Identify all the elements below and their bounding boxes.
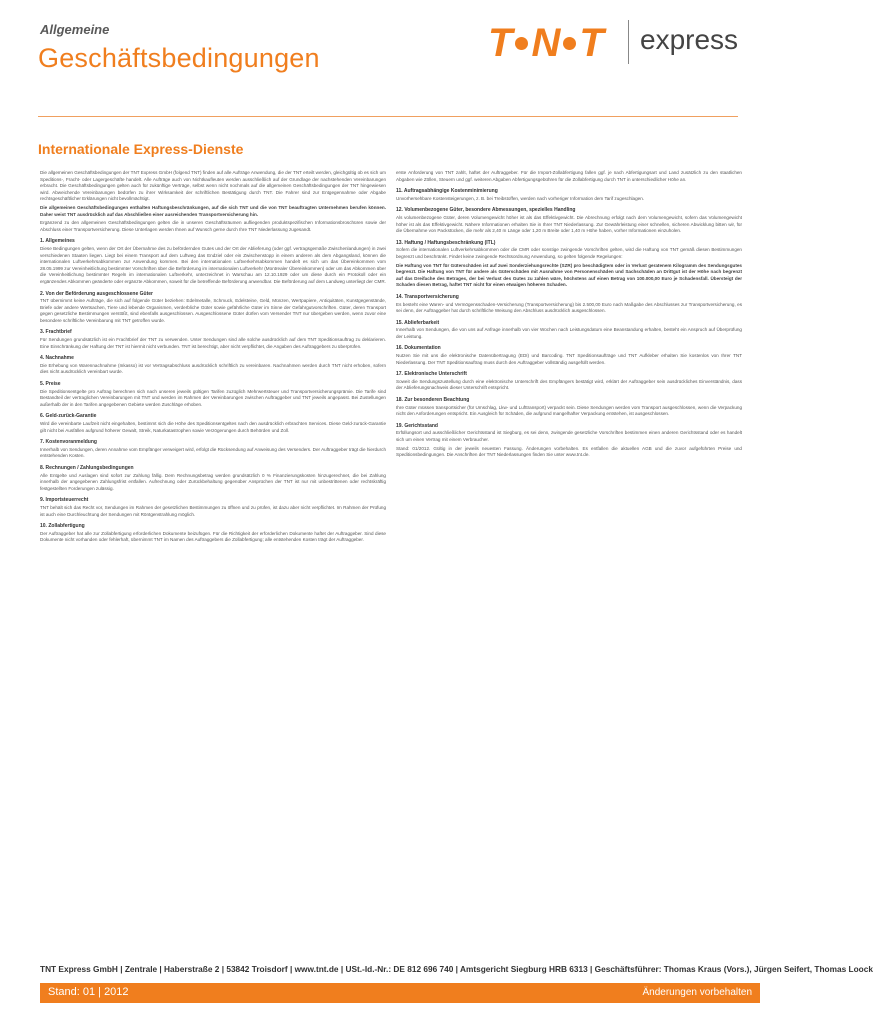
terms-right-column — [396, 170, 742, 966]
liability-notice: Die allgemeinen Geschäftsbedingungen enthalten Haftungsbeschränkungen, auf die sich TNT und die von TNT beauftragten Unternehmen berufen können. Daher weist TNT ausdrücklich auf das Abschließen einer ausreichenden Transportversicherung hin. — [40, 204, 386, 217]
section-heading: 3. Frachtbrief — [40, 329, 72, 336]
continued-paragraph: erste Anforderung von TNT zahlt, haftet der Auftraggeber. Für die Import-Zollabfertigung fallen ggf. je nach Abfertigungsart und Land zusätzlich zu den staatlichen Abgaben wie Zöllen, Steuern und ggf. weiteren Abgaben Abfertigungsgebühren für die Zollabfertigung durch TNT in unterschiedlicher Höhe an. — [396, 170, 742, 182]
section-text: Erfüllungsort und ausschließlicher Gerichtsstand ist Siegburg, es sei denn, zwingende gesetzliche Vorschriften bestimmen einen anderen Gerichtsstand oder es handelt sich um einen Vertrag mit einem Verbraucher. — [396, 430, 742, 442]
section-heading: 19. Gerichtsstand — [396, 422, 438, 429]
section-text: Der Auftraggeber hat alle zur Zollabfertigung erforderlichen Dokumente beizufügen. Für die Richtigkeit der erforderlichen Dokumente haftet der Auftraggeber. Sind diese Dokumente nicht vorhanden oder fehlerhaft, übernimmt TNT im Namen des Auftraggebers die Zollabfertigung; alle entstehenden Kosten trägt der Auftraggeber. — [40, 530, 386, 543]
section-text: Ihre Güter müssen transportsicher (für Umschlag, Lkw- und Lufttransport) verpackt sein. Diese Sendungen werden vom Transport ausgeschlossen, wenn die Verpackung nicht den Anforderungen entspricht. Ein Ausgleich für Schäden, die aufgrund mangelhafter Verpackung entstehen, ist ausgeschlossen. — [396, 404, 742, 417]
section-text: Innerhalb von Sendungen, die von uns auf Anfrage innerhalb von vier Wochen nach Leistungsdatum eine Beanstandung erhalten, besteht ein Anspruch auf Überprüfung der Leistung. — [396, 327, 742, 339]
tnt-dot-icon — [563, 37, 576, 50]
intro-paragraph: Die allgemeinen Geschäftsbedingungen der TNT Express GmbH (folgend TNT) finden auf alle Aufträge Anwendung, die der TNT erteilt werden, gleichgültig ob es sich um Speditions-, Fracht- oder Lagergeschäfte handelt. Alle Aufträge auch von Nichtkaufleuten werden ausschließlich auf der Grundlage der nachstehenden Vereinbarungen erbracht. Die Geschäftsbedingungen gelten auch für zukünftige Verträge, selbst wenn nicht nochmals auf die allgemeinen Geschäftsbedingungen der TNT hingewiesen wird. Abweichende Vereinbarungen bedürfen zu ihrer Wirksamkeit der schriftlichen Bestätigung durch TNT. Die Fahrer sind zur Entgegennahme oder Abgabe rechtsgeschäftlicher Erklärungen nicht bevollmächtigt. — [40, 170, 386, 202]
section-heading: 14. Transportversicherung — [396, 293, 459, 300]
section-text: Nutzen Sie mit uns die elektronische Datenübertragung (EDI) und Barcoding. TNT Speditionsaufträge und TNT Aufkleber erhalten Sie kostenlos von Ihrer TNT Niederlassung. Der TNT Speditionsauftrag muss durch den Auftraggeber vollständig ausgefüllt werden. — [396, 353, 742, 365]
section-heading: 13. Haftung / Haftungsbeschränkung (ITL) — [396, 239, 496, 246]
section-heading: 16. Dokumentation — [396, 345, 441, 352]
section-text: Die Erhebung von Warennachnahme (Inkasso) ist vor Vertragsabschluss ausdrücklich schriftlich zu vereinbaren. Nachnahmen werden durch TNT nicht erhoben, sofern dies nicht ausdrücklich vereinbart wurde. — [40, 362, 386, 375]
section-heading: 9. Importsteuerrecht — [40, 497, 89, 504]
tnt-dot-icon — [515, 37, 528, 50]
section-text: Als volumenbezogene Güter, deren Volumengewicht höher ist als das Effektivgewicht. Die Abrechnung erfolgt nach dem Volumengewicht, sofern das Volumengewicht höher ist als das Effektivgewicht. Nähere Informationen erhalten Sie in Ihrer TNT Niederlassung. Zur Gewährleistung einer schnellen, sicheren Abwicklung bitten wir, für die Übernahme von Packstücken, die mehr als 2,40 m Länge oder 1,20 m Breite oder 1,40 m Höhe haben, vorher Informationen einzuholen. — [396, 214, 742, 234]
terms-left-column — [40, 170, 386, 966]
logo-divider — [628, 20, 629, 64]
section-heading: 4. Nachnahme — [40, 355, 74, 362]
document-header — [0, 0, 768, 100]
section-heading: 2. Von der Beförderung ausgeschlossene Güter — [40, 290, 153, 297]
status-bar — [40, 983, 760, 1003]
tnt-logo-mark — [488, 20, 604, 66]
page-title: Geschäftsbedingungen — [38, 43, 320, 73]
tnt-letter-t2: T — [579, 20, 604, 65]
section-heading: 10. Zollabfertigung — [40, 523, 85, 530]
section-text: Es besteht eine Waren- und Vermögensschaden-Versicherung (Transportversicherung) bis 2.500,00 Euro nach Maßgabe des Abschlusses zur Transportversicherung, es sei denn, der Auftraggeber hat durch schriftliche Weisung den Abschluss ausdrücklich ausgeschlossen. — [396, 301, 742, 314]
section-text: Stand: 01/2012. Gültig in der jeweils neuesten Fassung. Änderungen vorbehalten. Es entfallen die aktuellen AGB und die zuvor aufgeführten Preise und Speditionsbedingungen. Die Anschriften der TNT Niederlassungen finden Sie unter www.tnt.de. — [396, 445, 742, 458]
document-date: Stand: 01 | 2012 — [48, 986, 129, 998]
section-text: Soweit die Sendungszustellung durch eine elektronische Unterschrift des Empfängers bestätigt wird, erklärt der Auftraggeber sein ausdrückliches Einverständnis, dass der Ablieferungsnachweis dieser Unterschrift entspricht. — [396, 378, 742, 391]
tnt-express-logo — [488, 16, 758, 72]
section-text: Unvorhersehbare Kostensteigerungen, z. B. bei Treibstoffen, werden nach vorheriger Information dem Tarif zugeschlagen. — [396, 195, 645, 201]
section-text: Sofern die internationalen Luftverkehrsabkommen oder die CMR oder sonstige zwingende Vorschriften gelten, wird die Haftung von TNT gemäß diesen Bestimmungen begrenzt und beschränkt. Findet keine zwingende Rechtsordnung Anwendung, so gelten folgende Regelungen: — [396, 247, 742, 259]
supplementary-paragraph: Ergänzend zu den allgemeinen Geschäftsbedingungen gelten die in unseren Geschäftsräumen aufliegenden produktspezifischen Informationsbroschüren sowie der Abschluss einer Transportversicherung. Diese Unterlagen werden Ihnen auf Wunsch gerne durch Ihre TNT Niederlassung zugesandt. — [40, 220, 386, 232]
section-text: Die Haftung von TNT für Güterschäden ist auf zwei Sonderziehungsrechte (SZR) pro beschädigtem oder in Verlust geratenem Kilogramm des Sendungsgutes begrenzt. Die Haftung von TNT für andere als Güterschäden mit Ausnahme von Personenschäden und Sachschäden an Drittgut ist der Höhe nach begrenzt auf das Dreifache des Betrages, der bei Verlust des Gutes zu zahlen wäre, höchstens auf einen Betrag von 100.000,00 Euro je Schadensfall. Übersteigt der Schaden diesen Betrag, haftet TNT nicht für einen etwaigen höheren Schaden. — [396, 262, 742, 288]
header-rule — [38, 116, 738, 117]
section-text: Alle Entgelte und Auslagen sind sofort zur Zahlung fällig. Dem Rechnungsbetrag werden grundsätzlich 0 % Finanzierungskosten hinzugerechnet, die bei Zahlung innerhalb der angegebenen Zahlungsfrist entfallen. Aufrechnung oder Zurückbehaltung gegenüber Ansprüchen der TNT ist nur mit unbestrittenen oder rechtskräftig festgestellten Forderungen zulässig. — [40, 472, 386, 491]
section-heading: 7. Kostenvoranmeldung — [40, 439, 97, 446]
company-info-line: TNT Express GmbH | Zentrale | Haberstraße 2 | 53842 Troisdorf | www.tnt.de | USt.-Id.-Nr.: DE 812 696 740 | Amtsgericht Siegburg HRB 6313 | Geschäftsführer: Thomas Kraus (Vors.), Jürgen Seifert, Thomas Loock — [40, 964, 873, 974]
section-heading: 17. Elektronische Unterschrift — [396, 371, 467, 378]
section-heading: 15. Ablieferbarkeit — [396, 319, 440, 326]
section-heading: 6. Geld-zurück-Garantie — [40, 413, 97, 420]
section-heading: 8. Rechnungen / Zahlungsbedingungen — [40, 464, 134, 471]
section-text: Für Sendungen grundsätzlich ist ein Frachtbrief der TNT zu verwenden. Unter Sendungen sind alle solche ausdrücklich auf dem TNT Speditionsauftrag zu deklarieren. Eine Einschränkung der Haftung der TNT ist hiermit nicht verbunden. TNT ist berechtigt, aber nicht verpflichtet, die Angaben des Auftraggebers zu überprüfen. — [40, 337, 386, 349]
section-text: TNT übernimmt keine Aufträge, die sich auf folgende Güter beziehen: Edelmetalle, Schmuck, Edelsteine, Geld, Münzen, Wertpapiere, Antiquitäten, Kunstgegenstände, Briefe oder andere Wertsachen, Tiere und lebende Organismen, verderbliche Güter sowie gefährliche Güter im Sinne der Gefahrgutvorschriften. Güter, deren Transport gegen gesetzliche Bestimmungen verstößt, sind ebenfalls ausgeschlossen. Ausgeschlossene Güter dürfen vom Versender TNT nur übergeben werden, wenn zuvor eine besondere schriftliche Vereinbarung mit TNT getroffen wurde. — [40, 298, 386, 323]
section-heading: 12. Volumenbezogene Güter, besondere Abmessungen, spezielles Handling — [396, 207, 576, 214]
section-heading: 5. Preise — [40, 381, 61, 388]
tnt-letter-t1: T — [488, 20, 513, 65]
section-text: Wird die vereinbarte Laufzeit nicht eingehalten, bestimmt sich die Höhe des Speditionsentgeltes nach den ausdrücklich erbrachten Services. Diese Geld-zurück-Garantie gilt nicht bei Ausfällen aufgrund höherer Gewalt, Streik, Naturkatastrophen sowie Verzögerungen durch Behörden und Zoll. — [40, 421, 386, 433]
section-title: Internationale Express-Dienste — [38, 141, 244, 157]
section-text: Innerhalb von Sendungen, deren Annahme vom Empfänger verweigert wird, erfolgt die Rücksendung auf Anweisung des Versenders. Der Auftraggeber trägt die hierdurch entstehenden Kosten. — [40, 446, 386, 459]
logo-tagline: express — [640, 24, 739, 55]
section-text: TNT behält sich das Recht vor, Sendungen im Rahmen der gesetzlichen Bestimmungen zu öffnen und zu prüfen, ist dazu aber nicht verpflichtet. Im Rahmen der Prüfung ist auch eine Durchleuchtung der Sendungen mit Röntgenstrahlung möglich. — [40, 504, 386, 517]
section-heading: 1. Allgemeines — [40, 238, 75, 245]
section-heading: 11. Auftragsabhängige Kostenminimierung — [396, 188, 498, 195]
header-super-title: Allgemeine — [40, 22, 110, 37]
section-text: Die Speditionsentgelte pro Auftrag berechnen sich nach unseren jeweils gültigen Tarifen zuzüglich Mehrwertsteuer und Transportversicherungsprämie. Die Tarife sind Bestandteil der vertraglichen Vereinbarungen mit TNT und werden im Rahmen der Vereinbarungen zwischen Auftraggeber und TNT jeweils angepasst. Bei Zustellungen außerhalb der in den Tarifen angegebenen Gebiete werden Zuschläge erhoben. — [40, 388, 386, 407]
section-heading: 18. Zur besonderen Beachtung — [396, 397, 470, 404]
tnt-letter-n: N — [531, 20, 561, 65]
section-text: Diese Bedingungen gelten, wenn der Ort der Übernahme des zu befördernden Gutes und der Ort der Ablieferung (oder ggf. vertragsgemäße Zwischenlandungen) in zwei verschiedenen Staaten liegen. Liegt bei einem Transport auf dem Luftweg das Endziel oder ein Zwischenstopp in einem anderen als dem Abgangsland, können die internationalen Luftverkehrsabkommen zur Anwendung kommen. Bei den internationalen Luftverkehrsabkommen handelt es sich um das Übereinkommen vom 28.05.1999 zur Vereinheitlichung bestimmter Vorschriften über die Beförderung im internationalen Luftverkehr (Montrealer Übereinkommen) oder um das Abkommen über die Vereinheitlichung bestimmter Regeln im internationalen Luftverkehr, unterzeichnet in Warschau am 12.10.1929 oder um diese durch ein Protokoll oder ein ergänzendes Abkommen geänderte oder ergänzte Abkommen, soweit für die betreffende Beförderung anwendbar. Die Beförderung auf dem Landweg unterliegt der CMR. — [40, 245, 386, 284]
changes-notice: Änderungen vorbehalten — [642, 987, 752, 998]
